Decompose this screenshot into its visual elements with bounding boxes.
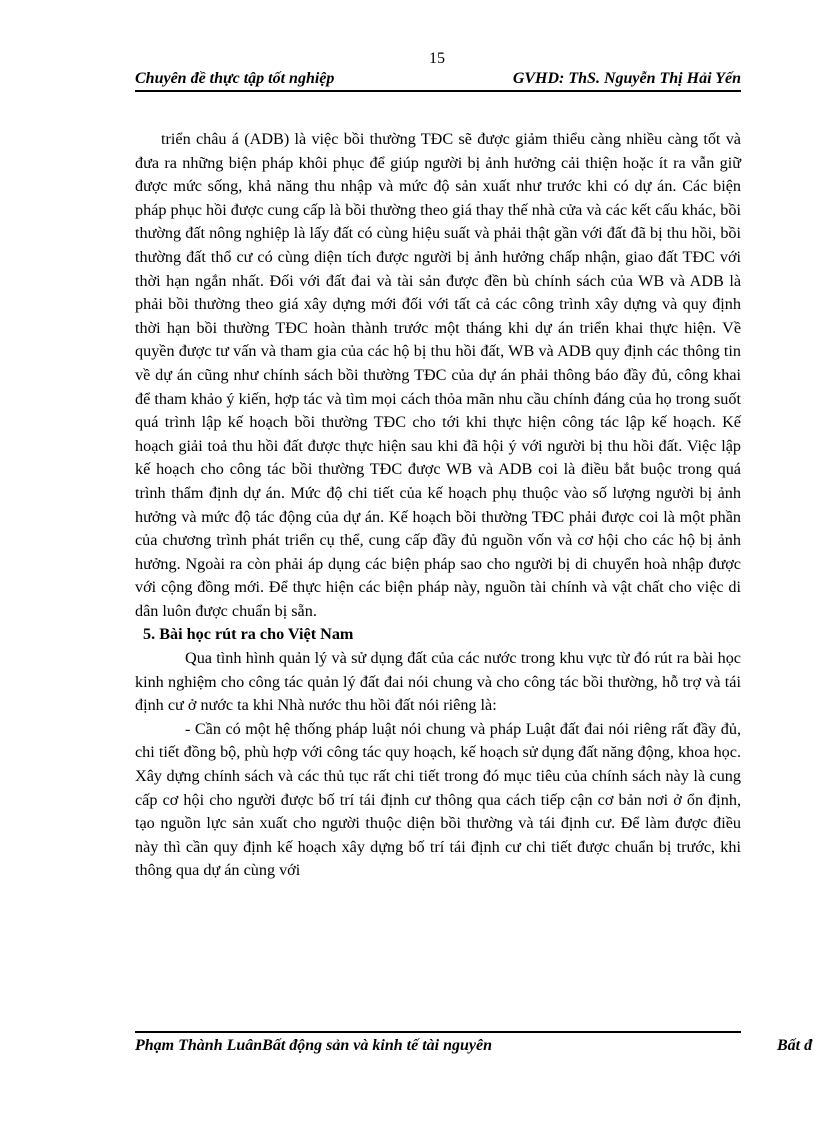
page-header <box>135 70 741 92</box>
section-heading: 5. Bài học rút ra cho Việt Nam <box>143 625 354 644</box>
footer-truncated-text: Bất đ <box>777 1037 813 1054</box>
paragraph-adb-policy: triển châu á (ADB) là việc bồi thường TĐC sẽ được giảm thiểu càng nhiều càng tốt và đưa ra những biện pháp khôi phục để giúp người bị ảnh hưởng cải thiện hoặc ít ra vẫn giữ được mức sống, khả năng thu nhập và mức độ sản xuất như trước khi có dự án. Các biện pháp phục hồi được cung cấp là bồi thường theo giá thay thế nhà cửa và các kết cấu khác, bồi thường đất nông nghiệp là lấy đất có cùng hiệu suất và phải thật gần với đất đã bị thu hồi, bồi thường đất thổ cư có cùng diện tích được người bị ảnh hưởng chấp nhận, giao đất TĐC với thời hạn ngắn nhất. Đối với đất đai và tài sản được đền bù chính sách của WB và ADB là phải bồi thường theo giá xây dựng mới đối với tất cả các công trình xây dựng và quy định thời hạn bồi thường TĐC hoàn thành trước một tháng khi dự án triển khai thực hiện. Về quyền được tư vấn và tham gia của các hộ bị thu hồi đất, WB và ADB quy định các thông tin về dự án cũng như chính sách bồi thường TĐC của dự án phải thông báo đầy đủ, công khai để tham khảo ý kiến, hợp tác và tìm mọi cách thỏa mãn nhu cầu chính đáng của họ trong suốt quá trình lập kế hoạch bồi thường TĐC cho tới khi thực hiện công tác lập kế hoạch. Kế hoạch giải toả thu hồi đất được thực hiện sau khi đã hội ý với người bị thu hồi đất. Việc lập kế hoạch cho công tác bồi thường TĐC được WB và ADB coi là điều bắt buộc trong quá trình thẩm định dự án. Mức độ chi tiết của kế hoạch phụ thuộc vào số lượng người bị ảnh hưởng và mức độ tác động của dự án. Kế hoạch bồi thường TĐC phải được coi là một phần của chương trình phát triển cụ thể, cung cấp đầy đủ nguồn vốn và cơ hội cho các hộ bị ảnh hưởng. Ngoài ra còn phải áp dụng các biện pháp sao cho người bị di chuyển hoà nhập được với cộng đồng mới. Để thực hiện các biện pháp này, nguồn tài chính và vật chất cho việc di dân luôn được chuẩn bị sẵn. <box>135 130 741 620</box>
paragraph-legal-system: - Cần có một hệ thống pháp luật nói chung và pháp Luật đất đai nói riêng rất đầy đủ, chi tiết đồng bộ, phù hợp với công tác quy hoạch, kế hoạch sử dụng đất năng động, khoa học. Xây dựng chính sách và các thủ tục rất chi tiết trong đó mục tiêu của chính sách này là cung cấp cơ hội cho người được bố trí tái định cư thông qua cách tiếp cận cơ bản nơi ở ổn định, tạo nguồn lực sản xuất cho người thuộc diện bồi thường và tái định cư. Để làm được điều này thì cần quy định kế hoạch xây dựng bố trí tái định cư chi tiết được chuẩn bị trước, khi thông qua dự án cùng với <box>135 719 741 880</box>
header-supervisor: GVHD: ThS. Nguyễn Thị Hải Yến <box>512 70 741 87</box>
header-document-title: Chuyên đề thực tập tốt nghiệp <box>135 70 335 87</box>
page-footer <box>135 1037 816 1055</box>
page-number: 15 <box>429 50 445 67</box>
footer-rule <box>135 1031 741 1033</box>
footer-author-major: Phạm Thành LuânBất động sản và kinh tế tài nguyên <box>135 1037 492 1054</box>
paragraph-lessons-intro: Qua tình hình quản lý và sử dụng đất của các nước trong khu vực từ đó rút ra bài học kinh nghiệm cho công tác quản lý đất đai nói chung và cho công tác bồi thường, hỗ trợ và tái định cư ở nước ta khi Nhà nước thu hồi đất nói riêng là: <box>135 649 741 715</box>
document-body <box>135 128 741 883</box>
